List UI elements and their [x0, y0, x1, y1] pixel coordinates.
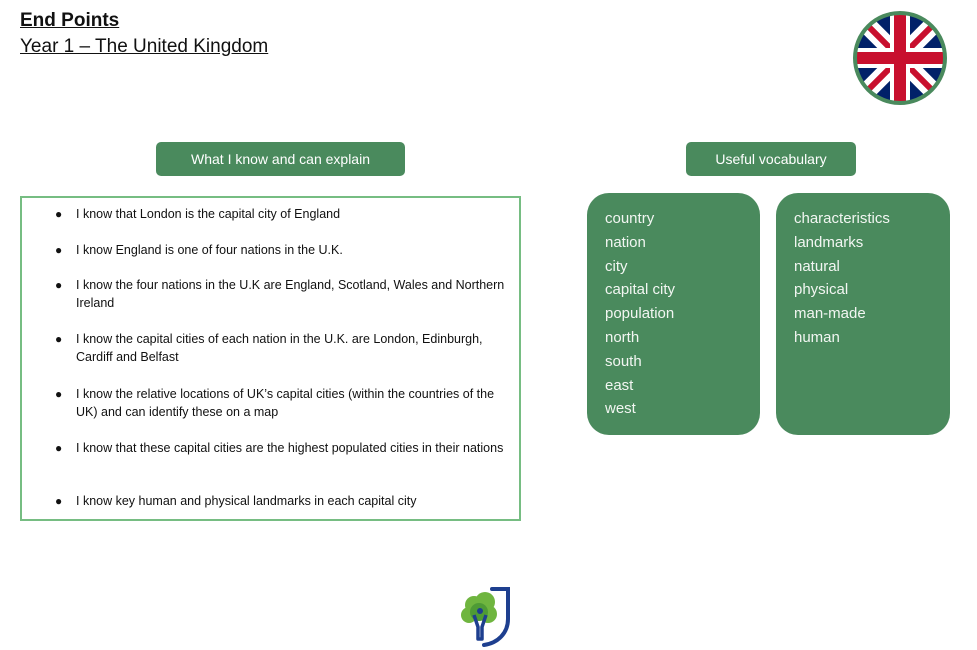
list-item: ● I know that London is the capital city of England: [55, 207, 341, 221]
bullet-icon: ●: [55, 494, 63, 508]
vocab-list-left: [605, 207, 760, 421]
know-section-heading: What I know and can explain: [156, 142, 405, 176]
know-list-box: [20, 196, 521, 521]
page-heading: [20, 8, 268, 60]
page-subtitle: Year 1 – The United Kingdom: [20, 36, 269, 57]
school-tree-logo-icon: [452, 585, 514, 647]
vocab-word: population: [605, 305, 675, 323]
vocab-word: capital city: [605, 281, 676, 299]
union-jack-flag-icon: [852, 10, 948, 106]
vocab-word: landmarks: [794, 233, 864, 251]
list-item: ● I know the capital cities of each nation in the U.K. are London, Edinburgh, Cardiff and Belfast: [55, 332, 483, 364]
vocab-word: north: [605, 328, 640, 346]
vocab-word: south: [605, 352, 642, 370]
list-item: ● I know the relative locations of UK’s capital cities (within the countries of the UK) and can identify these on a map: [55, 387, 495, 419]
vocab-word: human: [794, 328, 840, 346]
vocab-word: physical: [794, 281, 849, 299]
vocab-box-left: [587, 193, 760, 435]
bullet-icon: ●: [55, 243, 63, 257]
page-title: End Points: [20, 10, 120, 31]
vocab-word: east: [605, 376, 634, 394]
vocab-word: west: [605, 400, 636, 418]
vocab-box-right: [776, 193, 950, 435]
vocab-word: city: [605, 257, 628, 275]
vocab-word: nation: [605, 233, 646, 251]
vocab-section-heading: Useful vocabulary: [686, 142, 856, 176]
list-item: ● I know England is one of four nations in the U.K.: [55, 243, 343, 257]
bullet-icon: ●: [55, 387, 63, 401]
vocab-word: country: [605, 210, 655, 227]
bullet-icon: ●: [55, 207, 63, 221]
list-item: ● I know that these capital cities are the highest populated cities in their nations: [55, 441, 504, 455]
bullet-icon: ●: [55, 441, 63, 455]
vocab-list-right: [794, 207, 950, 350]
list-item: ● I know the four nations in the U.K are England, Scotland, Wales and Northern Ireland: [55, 278, 505, 310]
bullet-icon: ●: [55, 332, 63, 346]
list-item: ● I know key human and physical landmarks in each capital city: [55, 494, 417, 508]
vocab-word: man-made: [794, 305, 866, 323]
bullet-icon: ●: [55, 278, 63, 292]
vocab-word: characteristics: [794, 210, 890, 227]
vocab-word: natural: [794, 257, 840, 275]
